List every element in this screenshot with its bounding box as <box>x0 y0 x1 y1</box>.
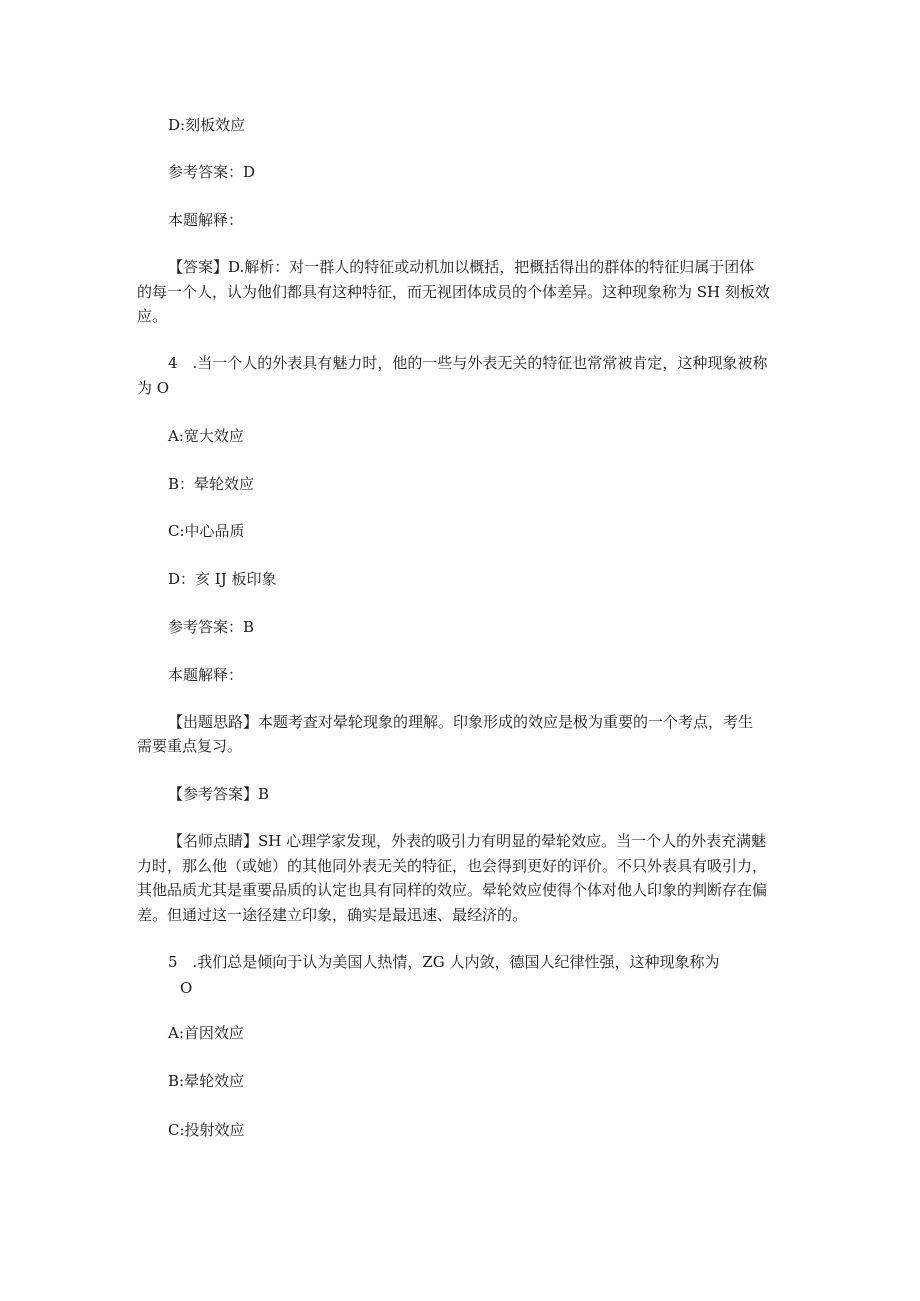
q4-teacher-line: 其他品质尤其是重要品质的认定也具有同样的效应。晕轮效应使得个体对他人印象的判断存在偏 <box>137 881 768 899</box>
q5-option-b: B:晕轮效应 <box>168 1072 245 1090</box>
q5-question-line: 5 .我们总是倾向于认为美国人热情，ZG 人内敛，德国人纪律性强，这种现象称为 <box>168 953 720 971</box>
q4-teacher-line: 力时，那么他（或她）的其他同外表无关的特征，也会得到更好的评价。不只外表具有吸引力， <box>137 857 768 875</box>
q4-option-c: C:中心品质 <box>168 522 245 540</box>
q3-explanation-label: 本题解释： <box>168 211 244 229</box>
q4-question-line: 为 O <box>137 379 170 397</box>
q5-option-c: C:投射效应 <box>168 1121 245 1139</box>
q5-option-a: A:首因效应 <box>168 1024 244 1042</box>
q4-option-d: D：亥 IJ 板印象 <box>168 570 277 588</box>
q4-idea-line: 【出题思路】本题考查对晕轮现象的理解。印象形成的效应是极为重要的一个考点，考生 <box>168 713 754 731</box>
q3-explanation-line: 的每一个人，认为他们都具有这种特征，而无视团体成员的个体差异。这种现象称为 SH 刻板效 <box>137 283 770 301</box>
q4-idea-line: 需要重点复习。 <box>137 737 243 755</box>
q4-option-a: A:宽大效应 <box>168 427 244 445</box>
q4-ref-answer: 【参考答案】B <box>168 785 270 803</box>
q4-answer: 参考答案：B <box>168 618 255 636</box>
q3-answer: 参考答案：D <box>168 163 256 181</box>
q4-teacher-line: 差。但通过这一途径建立印象，确实是最迅速、最经济的。 <box>137 906 528 924</box>
q4-explanation-label: 本题解释： <box>168 666 244 684</box>
q3-option-d: D:刻板效应 <box>168 116 246 134</box>
q4-teacher-line: 【名师点睛】SH 心理学家发现，外表的吸引力有明显的晕轮效应。当一个人的外表充满魅 <box>168 832 767 850</box>
q5-question-line: O <box>180 979 193 997</box>
q4-option-b: B：晕轮效应 <box>168 475 255 493</box>
q3-explanation-line: 应。 <box>137 307 168 325</box>
q3-explanation-line: 【答案】D.解析：对一群人的特征或动机加以概括，把概括得出的群体的特征归属于团体 <box>168 258 755 276</box>
q4-question-line: 4 .当一个人的外表具有魅力时，他的一些与外表无关的特征也常常被肯定，这种现象被称 <box>168 354 768 372</box>
